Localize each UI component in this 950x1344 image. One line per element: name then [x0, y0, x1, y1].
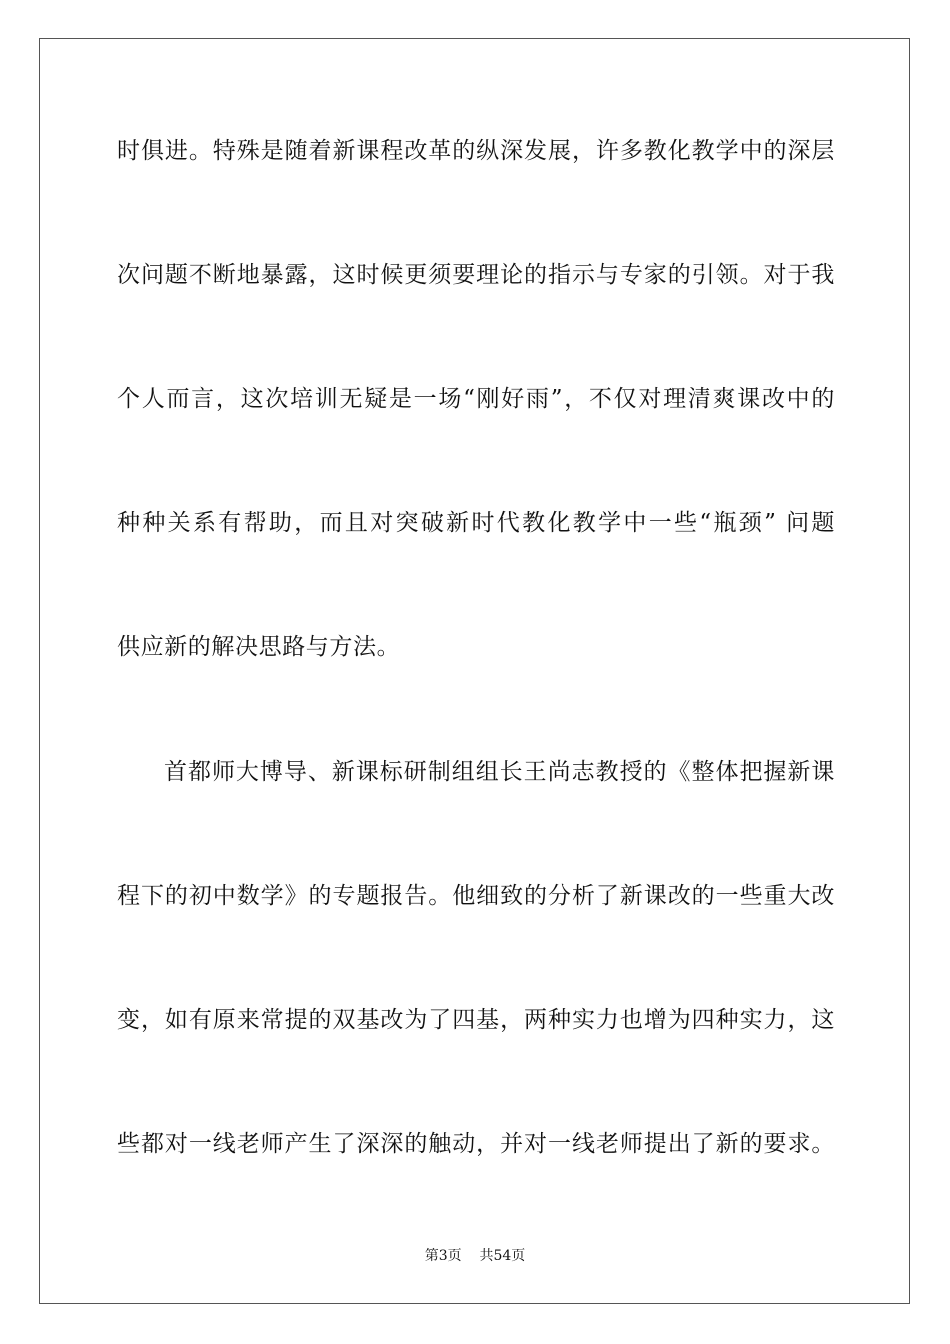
- paragraph-line: 首都师大博导、新课标研制组组长王尚志教授的《整体把握新课: [164, 759, 835, 785]
- paragraph-line: 程下的初中数学》的专题报告。他细致的分析了新课改的一些重大改: [117, 883, 835, 909]
- paragraph-line: 变，如有原来常提的双基改为了四基，两种实力也增为四种实力，这: [117, 1007, 835, 1033]
- page-number-footer: 第3页 共54页: [424, 1248, 526, 1264]
- paragraph-line: 些都对一线老师产生了深深的触动，并对一线老师提出了新的要求。: [117, 1131, 835, 1157]
- paragraph-line: 供应新的解决思路与方法。: [117, 634, 401, 660]
- paragraph-line: 种种关系有帮助，而且对突破新时代教化教学中一些“瓶颈” 问题: [117, 510, 835, 536]
- paragraph-line: 时俱进。特殊是随着新课程改革的纵深发展，许多教化教学中的深层: [117, 138, 835, 164]
- paragraph-line: 个人而言，这次培训无疑是一场“刚好雨”，不仅对理清爽课改中的: [117, 386, 835, 412]
- page-border: [39, 38, 910, 1304]
- paragraph-line: 次问题不断地暴露，这时候更须要理论的指示与专家的引领。对于我: [117, 262, 835, 288]
